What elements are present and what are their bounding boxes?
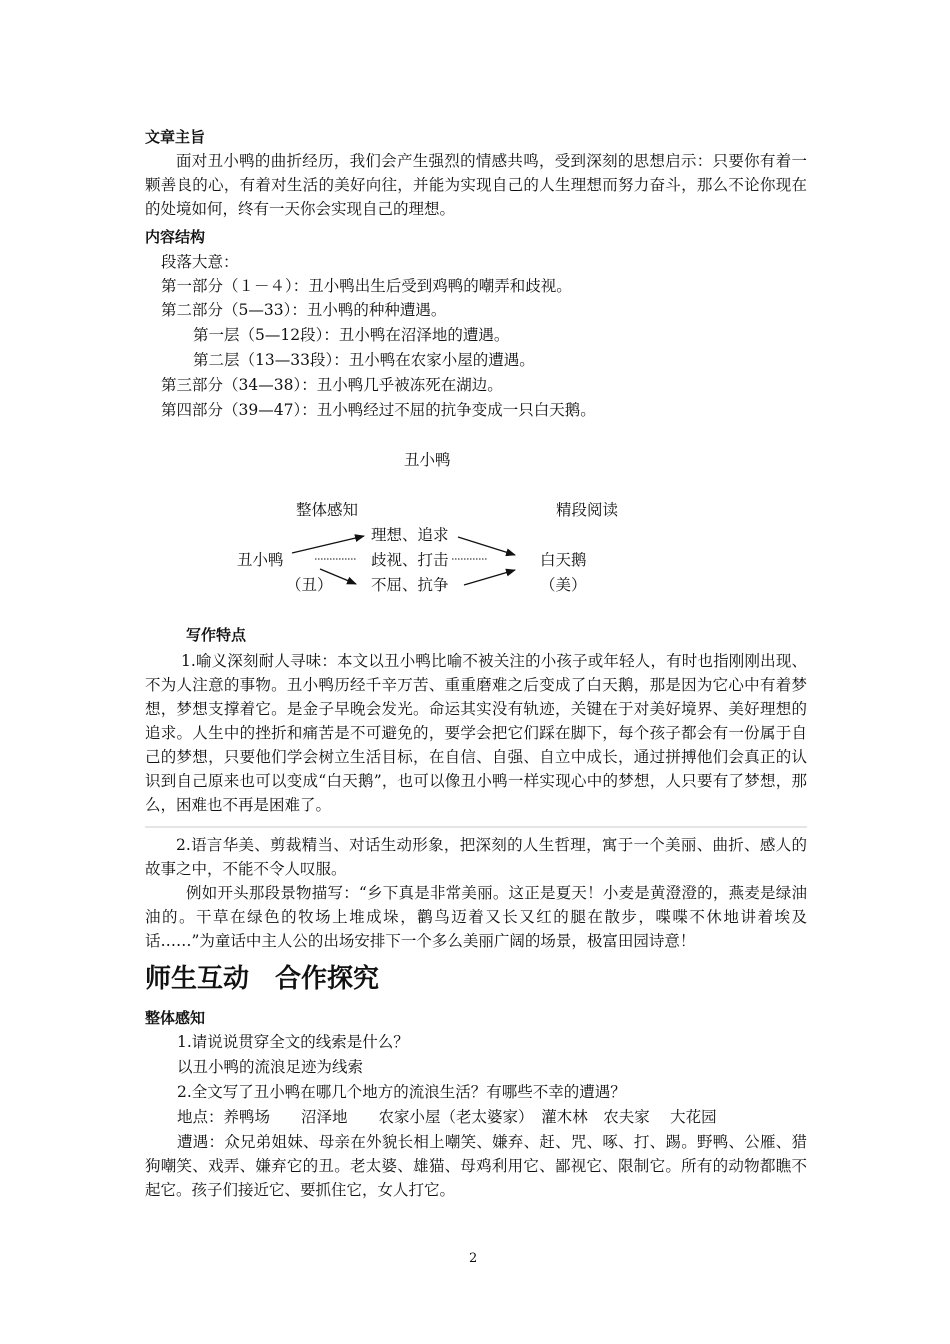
structure-part-1: 第一部分（１－４）：丑小鸭出生后受到鸡鸭的嘲弄和歧视。 [161, 277, 572, 295]
diagram-right-sub: （美） [540, 576, 587, 594]
structure-part-2: 第二部分（5—33）：丑小鸭的种种遭遇。 [161, 301, 447, 319]
interaction-heading: 师生互动 合作探究 [145, 964, 380, 994]
page-number: 2 [469, 1251, 478, 1266]
question-2: 2.全文写了丑小鸭在哪几个地方的流浪生活？有哪些不幸的遭遇？ [177, 1083, 626, 1101]
question-1: 1.请说说贯穿全文的线索是什么？ [177, 1033, 409, 1051]
diagram-left-node: 丑小鸭 [237, 551, 284, 569]
diagram-right-header: 精段阅读 [556, 501, 619, 519]
diagram-mid-top: 理想、追求 [371, 526, 449, 544]
writing-heading: 写作特点 [186, 626, 247, 644]
theme-heading: 文章主旨 [145, 128, 206, 146]
structure-heading: 内容结构 [145, 228, 206, 246]
arrow-left-to-top [292, 536, 364, 553]
theme-text: 面对丑小鸭的曲折经历，我们会产生强烈的情感共鸣，受到深刻的思想启示：只要你有着一颗善良的心，有着对生活的美好向往，并能为实现自己的人生理想而努力奋斗，那么不论你现在的处境如何，终有一天你会实现自己的理想。 [145, 152, 807, 218]
writing-point-2: 2.语言华美、剪裁精当、对话生动形象，把深刻的人生哲理，寓于一个美丽、曲折、感人的故事之中，不能不令人叹服。 [145, 836, 807, 878]
answer-1: 以丑小鸭的流浪足迹为线索 [177, 1058, 364, 1076]
diagram-mid-middle: 歧视、打击 [371, 551, 449, 569]
structure-intro: 段落大意： [161, 253, 239, 271]
diagram-left-sub: （丑） [286, 576, 333, 594]
diagram-left-header: 整体感知 [296, 501, 359, 519]
arrow-top-to-right [458, 537, 515, 555]
encounters-text: 遭遇：众兄弟姐妹、母亲在外貌长相上嘲笑、嫌弃、赶、咒、啄、打、踢。野鸭、公雁、猎狗嘲笑、戏弄、嫌弃它的丑。老太婆、雄猫、母鸡利用它、鄙视它、限制它。所有的动物都瞧不起它。孩子们接近它、要抓住它，女人打它。 [145, 1133, 807, 1199]
structure-part-4: 第四部分（39—47）：丑小鸭经过不屈的抗争变成一只白天鹅。 [161, 401, 596, 419]
writing-point-1: 1.喻义深刻耐人寻味：本文以丑小鸭比喻不被关注的小孩子或年轻人，有时也指刚刚出现、不为人注意的事物。丑小鸭历经千辛万苦、重重磨难之后变成了白天鹅，那是因为它心中有着梦想，梦想支撑着它。是金子早晚会发光。命运其实没有轨迹，关键在于对美好境界、美好理想的追求。人生中的挫折和痛苦是不可避免的，要学会把它们踩在脚下，每个孩子都会有一份属于自己的梦想，只要他们学会树立生活目标，在自信、自强、自立中成长，通过拼搏他们会真正的认识到自己原来也可以变成“白天鹅”，也可以像丑小鸭一样实现心中的梦想，人只要有了梦想，那么，困难也不再是困难了。 [145, 652, 807, 814]
structure-layer-2: 第二层（13—33段）：丑小鸭在农家小屋的遭遇。 [193, 351, 535, 369]
arrow-left-to-bottom [320, 569, 356, 584]
interaction-subheading: 整体感知 [145, 1009, 206, 1027]
places-line: 地点：养鸭场 沼泽地 农家小屋（老太婆家） 灌木林 农夫家 大花园 [177, 1108, 717, 1126]
structure-layer-1: 第一层（5—12段）：丑小鸭在沼泽地的遭遇。 [193, 326, 510, 344]
arrow-bottom-to-right [464, 570, 515, 585]
diagram-right-node: 白天鹅 [540, 551, 587, 569]
structure-part-3: 第三部分（34—38）：丑小鸭几乎被冻死在湖边。 [161, 376, 503, 394]
diagram-title: 丑小鸭 [404, 451, 451, 469]
diagram-mid-bottom: 不屈、抗争 [371, 576, 449, 594]
writing-example: 例如开头那段景物描写：“乡下真是非常美丽。这正是夏天！小麦是黄澄澄的，燕麦是绿油油的。干草在绿色的牧场上堆成垛，鹳鸟迈着又长又红的腿在散步，喋喋不休地讲着埃及话……”为童话中主人公的出场安排下一个多么美丽广阔的场景，极富田园诗意！ [145, 884, 807, 950]
